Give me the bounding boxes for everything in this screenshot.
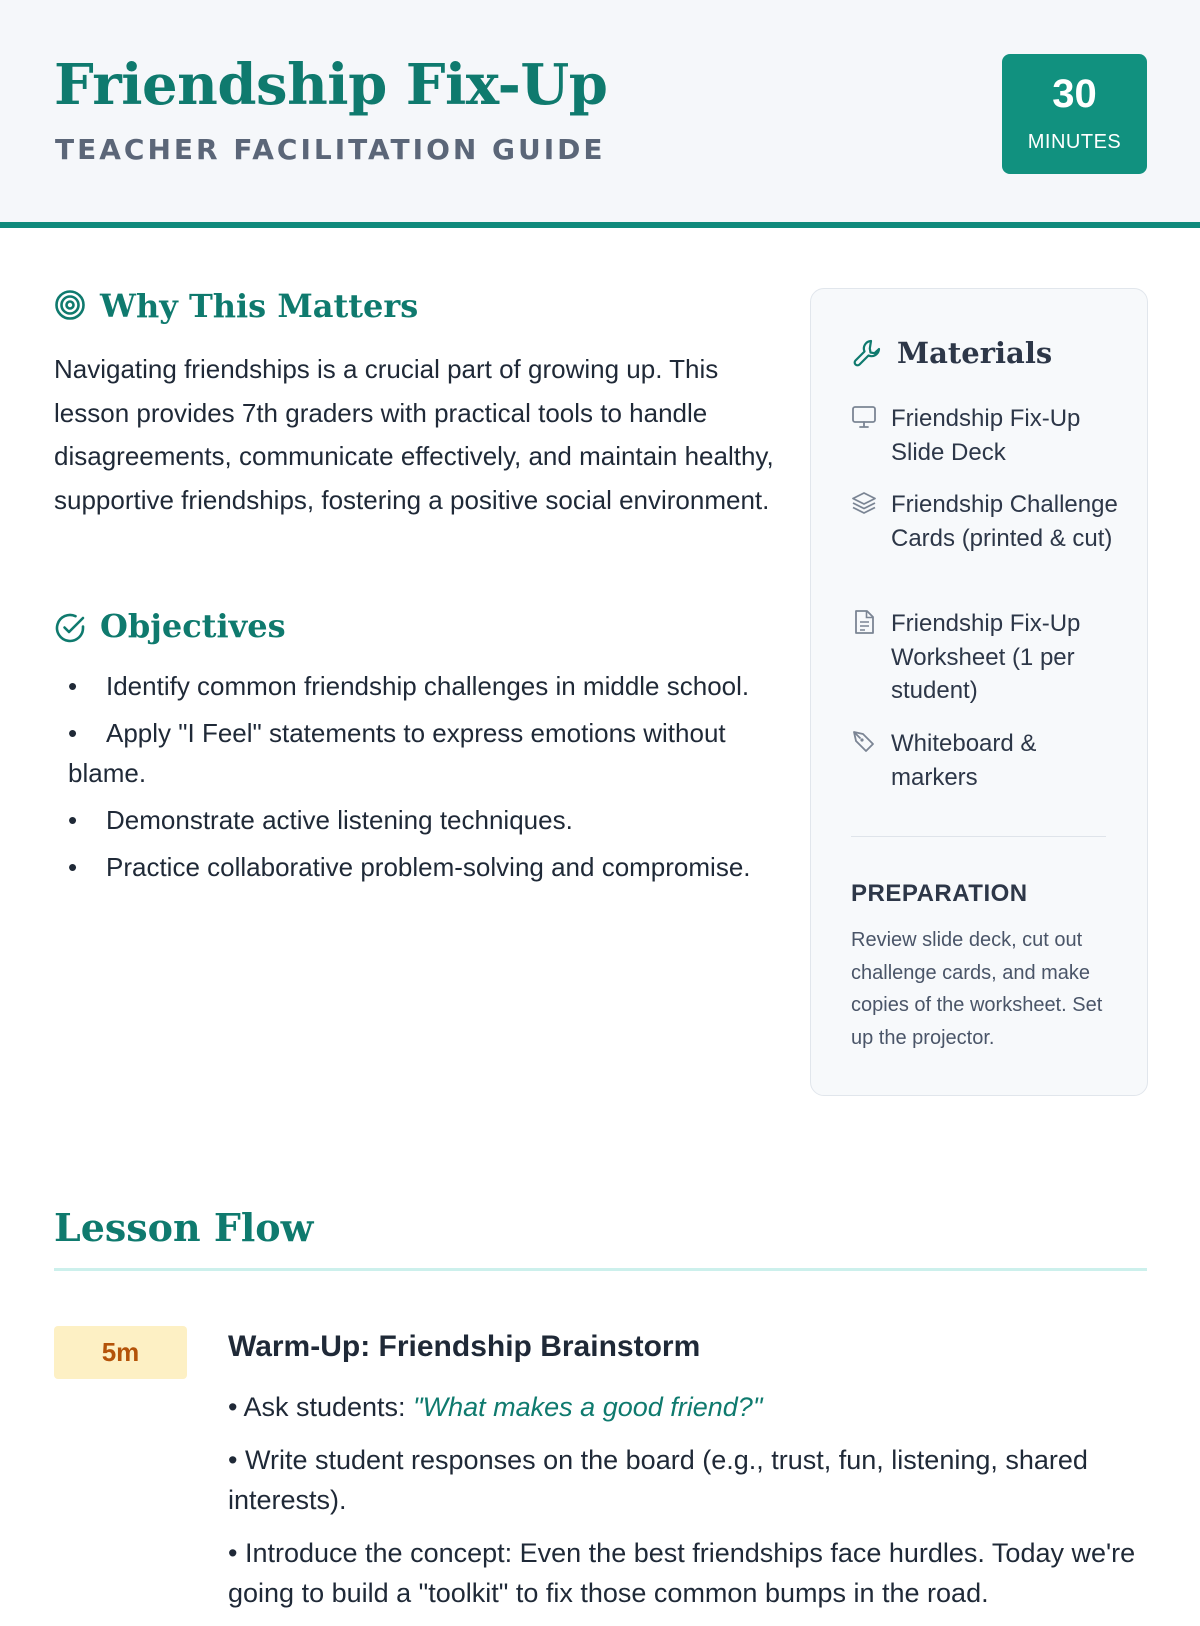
layers-icon <box>851 490 877 516</box>
wrench-icon <box>851 337 883 369</box>
duration-unit: MINUTES <box>1027 131 1122 153</box>
step-line <box>228 1387 1148 1427</box>
material-label: Whiteboard & markers <box>891 730 1037 791</box>
list-item: • Apply "I Feel" statements to express emotions without blame. <box>68 718 726 788</box>
lesson-flow-divider <box>54 1268 1147 1271</box>
document-icon <box>851 609 877 635</box>
material-label: Friendship Challenge Cards (printed & cut) <box>891 491 1118 552</box>
objectives-list <box>54 666 774 894</box>
materials-heading: Materials <box>897 336 1053 370</box>
objective-text: Apply "I Feel" statements to express emotions without blame. <box>68 718 726 788</box>
page-title: Friendship Fix-Up <box>54 52 608 118</box>
list-item: • Identify common friendship challenges in middle school. <box>68 671 750 701</box>
material-label: Friendship Fix-Up Slide Deck <box>891 405 1081 466</box>
why-text: Navigating friendships is a crucial part of growing up. This lesson provides 7th graders with practical tools to handle disagreements, communicate effectively, and maintain healthy, supportive friendships, fostering a positive social environment. <box>54 354 774 515</box>
list-item: • Demonstrate active listening techniques. <box>68 805 573 835</box>
lesson-flow-heading: Lesson Flow <box>54 1205 314 1250</box>
step-title: Warm-Up: Friendship Brainstorm <box>228 1330 701 1363</box>
material-label: Friendship Fix-Up Worksheet (1 per student) <box>891 610 1081 704</box>
page-header <box>0 0 1200 228</box>
why-heading: Why This Matters <box>100 287 419 325</box>
step-duration-badge: 5m <box>54 1326 187 1379</box>
objective-text: Demonstrate active listening techniques. <box>106 805 573 835</box>
step-prompt-prefix: • Ask students: <box>228 1392 414 1422</box>
page-subtitle: TEACHER FACILITATION GUIDE <box>55 133 606 166</box>
check-circle-icon <box>54 612 86 644</box>
objectives-heading: Objectives <box>100 607 286 645</box>
duration-value: 30 <box>1052 72 1097 116</box>
step-line: • Introduce the concept: Even the best friendships face hurdles. Today we're going to build a "toolkit" to fix those common bumps in the road. <box>228 1538 1136 1608</box>
target-icon <box>54 289 86 321</box>
preparation-heading: PREPARATION <box>851 880 1028 907</box>
objective-text: Identify common friendship challenges in middle school. <box>106 671 750 701</box>
list-item: • Practice collaborative problem-solving and compromise. <box>68 852 751 882</box>
step-line: • Write student responses on the board (e.g., trust, fun, listening, shared interests). <box>228 1445 1088 1515</box>
objective-text: Practice collaborative problem-solving and compromise. <box>106 852 751 882</box>
duration-badge <box>1002 54 1147 174</box>
marker-icon <box>851 729 877 755</box>
step-prompt-quote: "What makes a good friend?" <box>413 1392 763 1422</box>
materials-divider <box>851 836 1106 837</box>
monitor-icon <box>851 404 877 430</box>
preparation-text: Review slide deck, cut out challenge cards, and make copies of the worksheet. Set up the projector. <box>851 929 1103 1049</box>
step-content <box>228 1387 1148 1626</box>
